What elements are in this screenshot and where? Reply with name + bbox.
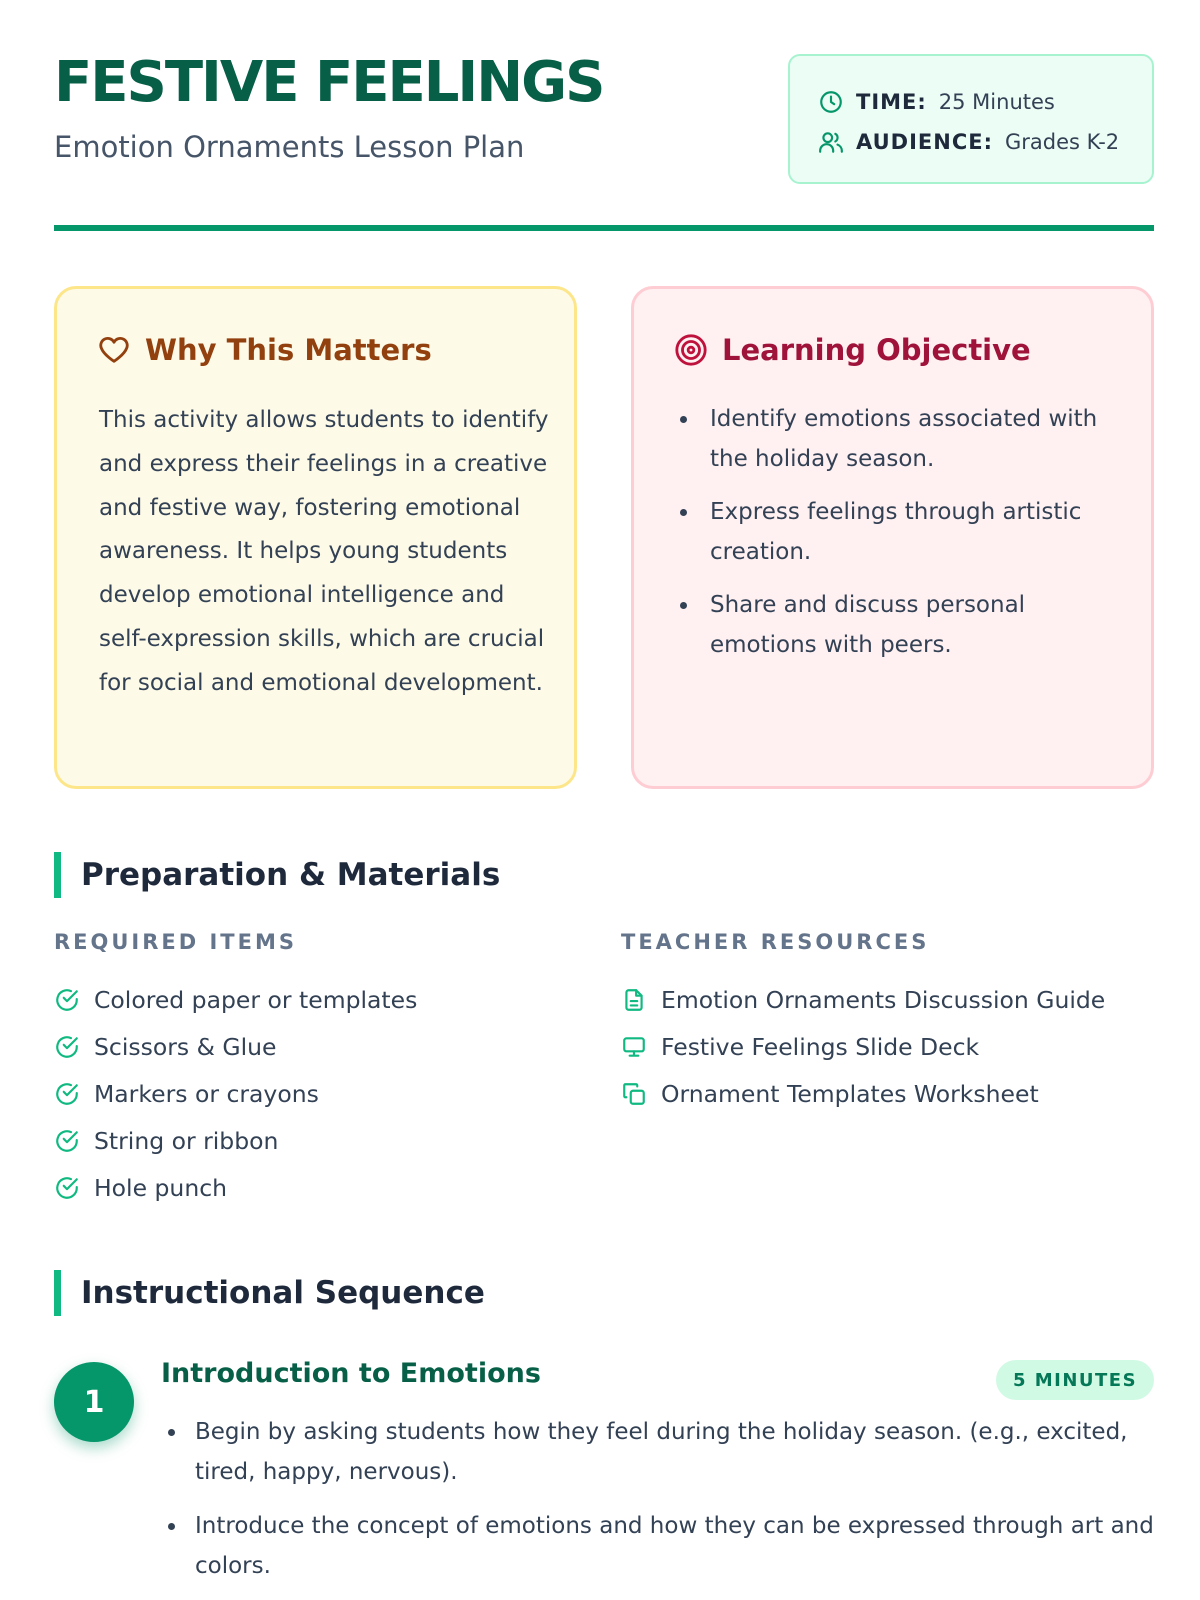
check-circle-icon xyxy=(54,1034,80,1060)
objective-heading-row xyxy=(674,333,1031,367)
check-circle-icon xyxy=(54,1081,80,1107)
resource-link[interactable]: Emotion Ornaments Discussion Guide xyxy=(661,985,1106,1014)
step-title: Introduction to Emotions xyxy=(161,1358,541,1389)
step-number-badge: 1 xyxy=(54,1362,134,1442)
lesson-meta-box xyxy=(788,54,1154,184)
objective-item: Identify emotions associated with the holiday season. xyxy=(674,399,1114,479)
audience-row xyxy=(818,122,1152,162)
why-heading-row xyxy=(97,333,432,367)
objective-item: Express feelings through artistic creation. xyxy=(674,492,1114,572)
learning-objective-card xyxy=(631,286,1154,789)
step-item-list xyxy=(161,1412,1156,1600)
step-duration-badge: 5 MINUTES xyxy=(996,1360,1154,1400)
required-item xyxy=(54,1070,417,1117)
step-item: Introduce the concept of emotions and how they can be expressed through art and colors. xyxy=(161,1506,1156,1586)
materials-heading: Preparation & Materials xyxy=(81,857,501,893)
page-subtitle: Emotion Ornaments Lesson Plan xyxy=(54,130,525,164)
time-label: TIME: xyxy=(856,90,927,114)
resource-item[interactable] xyxy=(621,1070,1105,1117)
clock-icon xyxy=(818,89,844,115)
required-item xyxy=(54,1164,417,1211)
resource-link[interactable]: Festive Feelings Slide Deck xyxy=(661,1032,980,1061)
teacher-resources-label: TEACHER RESOURCES xyxy=(621,930,930,954)
monitor-icon xyxy=(621,1034,647,1060)
step-item: Begin by asking students how they feel during the holiday season. (e.g., excited, tired, happy, nervous). xyxy=(161,1412,1156,1492)
check-circle-icon xyxy=(54,1128,80,1154)
resource-item[interactable] xyxy=(621,1023,1105,1070)
audience-value: Grades K-2 xyxy=(1004,130,1120,154)
objective-item: Share and discuss personal emotions with peers. xyxy=(674,585,1114,665)
objective-list xyxy=(674,399,1114,678)
audience-label: AUDIENCE: xyxy=(856,130,993,154)
sequence-section-bar xyxy=(54,1270,61,1316)
required-item xyxy=(54,976,417,1023)
required-item xyxy=(54,1117,417,1164)
document-icon xyxy=(621,987,647,1013)
time-value: 25 Minutes xyxy=(938,90,1055,114)
materials-section-bar xyxy=(54,852,61,898)
why-heading: Why This Matters xyxy=(145,333,432,367)
copy-icon xyxy=(621,1081,647,1107)
required-item xyxy=(54,1023,417,1070)
users-icon xyxy=(818,129,844,155)
required-items-label: REQUIRED ITEMS xyxy=(54,930,297,954)
time-row xyxy=(818,82,1152,122)
sequence-heading: Instructional Sequence xyxy=(81,1275,485,1311)
header-divider xyxy=(54,225,1154,231)
page-title: FESTIVE FEELINGS xyxy=(54,50,604,115)
heart-icon xyxy=(97,333,131,367)
resource-item[interactable] xyxy=(621,976,1105,1023)
check-circle-icon xyxy=(54,987,80,1013)
required-item-label: Scissors & Glue xyxy=(94,1032,277,1061)
teacher-resources-list xyxy=(621,976,1105,1117)
why-text: This activity allows students to identify and express their feelings in a creative and festive way, fostering emotional awareness. It helps young students develop emotional intelligence and self-expression skills, which are crucial for social and emotional development. xyxy=(99,407,549,696)
required-item-label: String or ribbon xyxy=(94,1126,279,1155)
required-item-label: Markers or crayons xyxy=(94,1079,319,1108)
target-icon xyxy=(674,333,708,367)
why-this-matters-card xyxy=(54,286,577,789)
check-circle-icon xyxy=(54,1175,80,1201)
required-item-label: Colored paper or templates xyxy=(94,985,418,1014)
objective-heading: Learning Objective xyxy=(722,333,1031,367)
required-item-label: Hole punch xyxy=(94,1173,228,1202)
resource-link[interactable]: Ornament Templates Worksheet xyxy=(661,1079,1039,1108)
required-items-list xyxy=(54,976,417,1211)
